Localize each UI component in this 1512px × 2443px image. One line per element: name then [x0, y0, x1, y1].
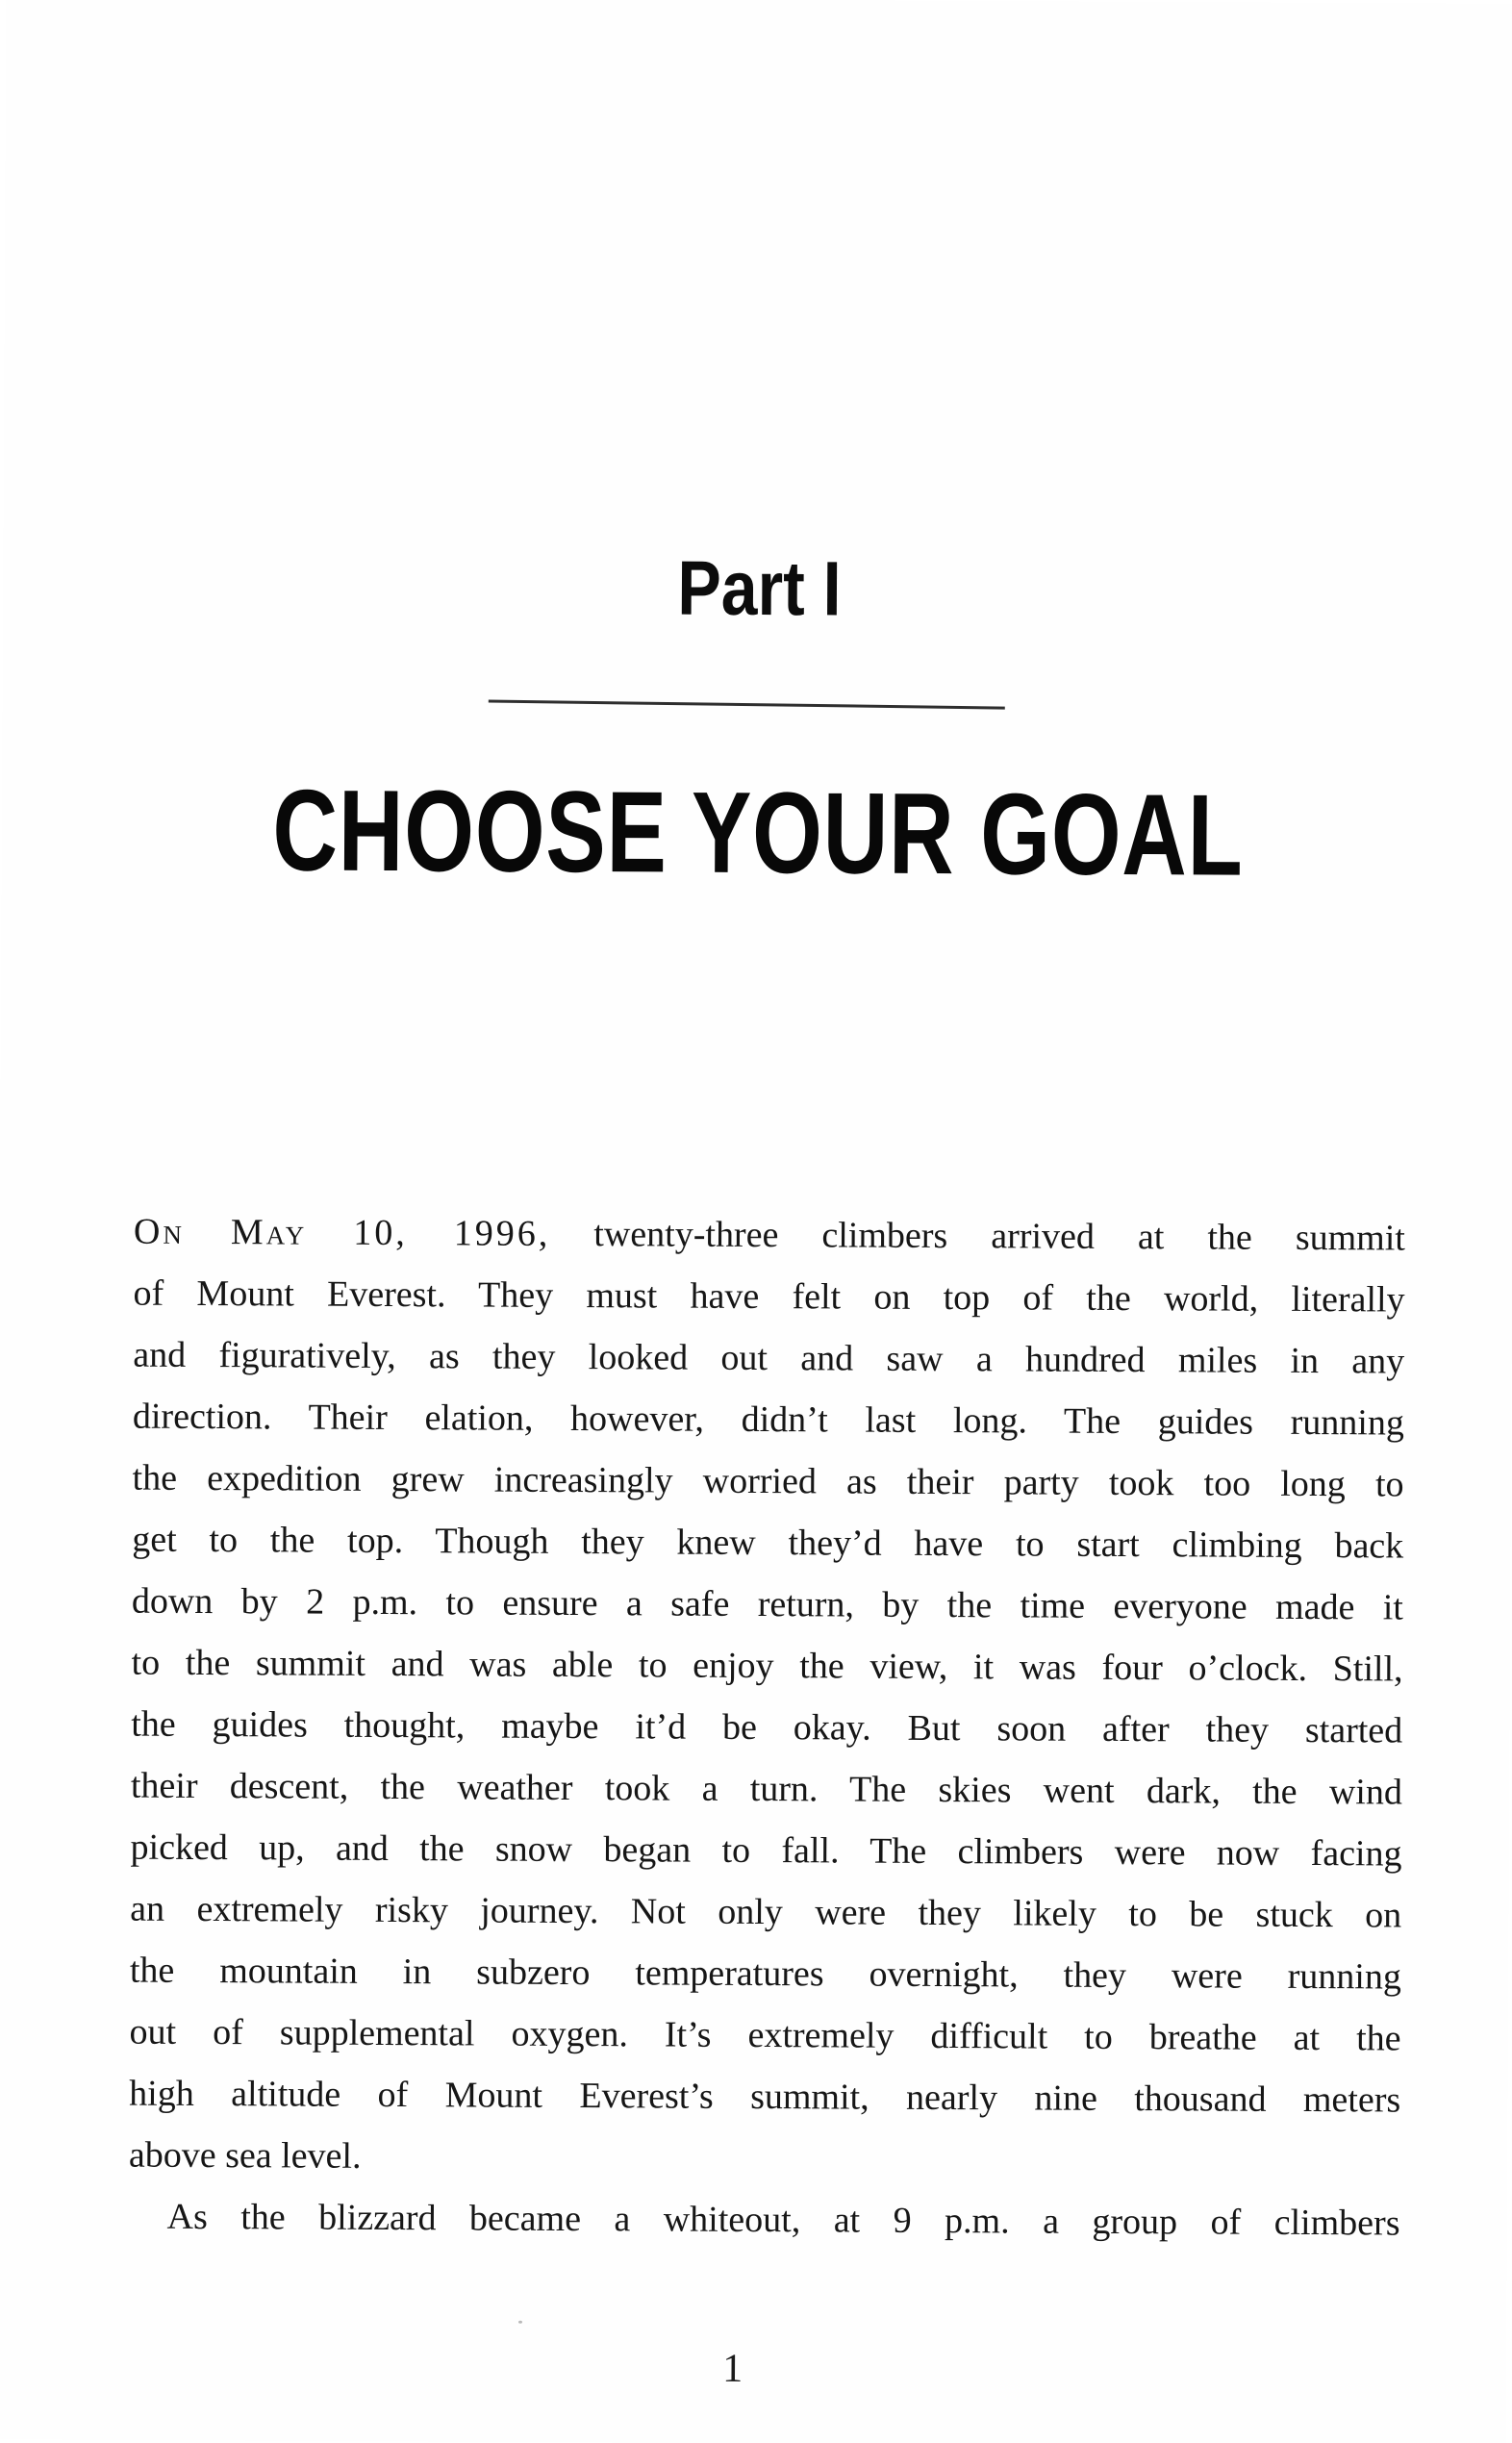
- paragraph-line-text: twenty-three climbers arrived at the summit: [593, 1214, 1406, 1259]
- part-heading-label: Part I: [677, 544, 842, 632]
- part-heading: [3, 546, 1512, 631]
- chapter-title-label: CHOOSE YOUR GOAL: [272, 766, 1245, 900]
- paragraph-line: their descent, the weather took a turn. The skies went dark, the wind: [130, 1765, 1403, 1813]
- paragraph-line: the mountain in subzero temperatures overnight, they were running: [129, 1950, 1402, 1998]
- paragraph-line: [134, 1201, 1405, 1270]
- paragraph-line: an extremely risky journey. Not only were they likely to be stuck on: [130, 1888, 1402, 1936]
- paragraph-line: the guides thought, maybe it’d be okay. But soon after they started: [131, 1703, 1403, 1751]
- paragraph-line: As the blizzard became a whiteout, at 9 p.m. a group of climbers: [166, 2196, 1400, 2244]
- paragraph-line: above sea level.: [128, 2134, 362, 2177]
- paragraph-line: direction. Their elation, however, didn’t last long. The guides running: [132, 1396, 1405, 1444]
- scan-speck: [518, 2321, 522, 2324]
- section-divider-line: [489, 700, 1005, 710]
- paragraph-line: high altitude of Mount Everest’s summit, nearly nine thousand meters: [129, 2073, 1401, 2121]
- small-caps-lead: On May 10, 1996,: [133, 1211, 551, 1254]
- paragraph-line: to the summit and was able to enjoy the view, it was four o’clock. Still,: [131, 1642, 1403, 1690]
- paragraph-line: down by 2 p.m. to ensure a safe return, by the time everyone made it: [131, 1580, 1404, 1628]
- paragraph-line: picked up, and the snow began to fall. The climbers were now facing: [130, 1826, 1402, 1875]
- page-number: 1: [722, 2346, 743, 2391]
- paragraph-line: the expedition grew increasingly worried as their party took too long to: [132, 1457, 1404, 1505]
- body-text: [128, 1201, 1405, 2254]
- chapter-title: [2, 766, 1512, 900]
- paragraph-line: and figuratively, as they looked out and saw a hundred miles in any: [133, 1334, 1405, 1382]
- paragraph-line: get to the top. Though they knew they’d have to start climbing back: [132, 1519, 1404, 1567]
- paragraph-line: out of supplemental oxygen. It’s extremely difficult to breathe at the: [129, 2011, 1401, 2059]
- paragraph-line: of Mount Everest. They must have felt on top of the world, literally: [133, 1272, 1405, 1321]
